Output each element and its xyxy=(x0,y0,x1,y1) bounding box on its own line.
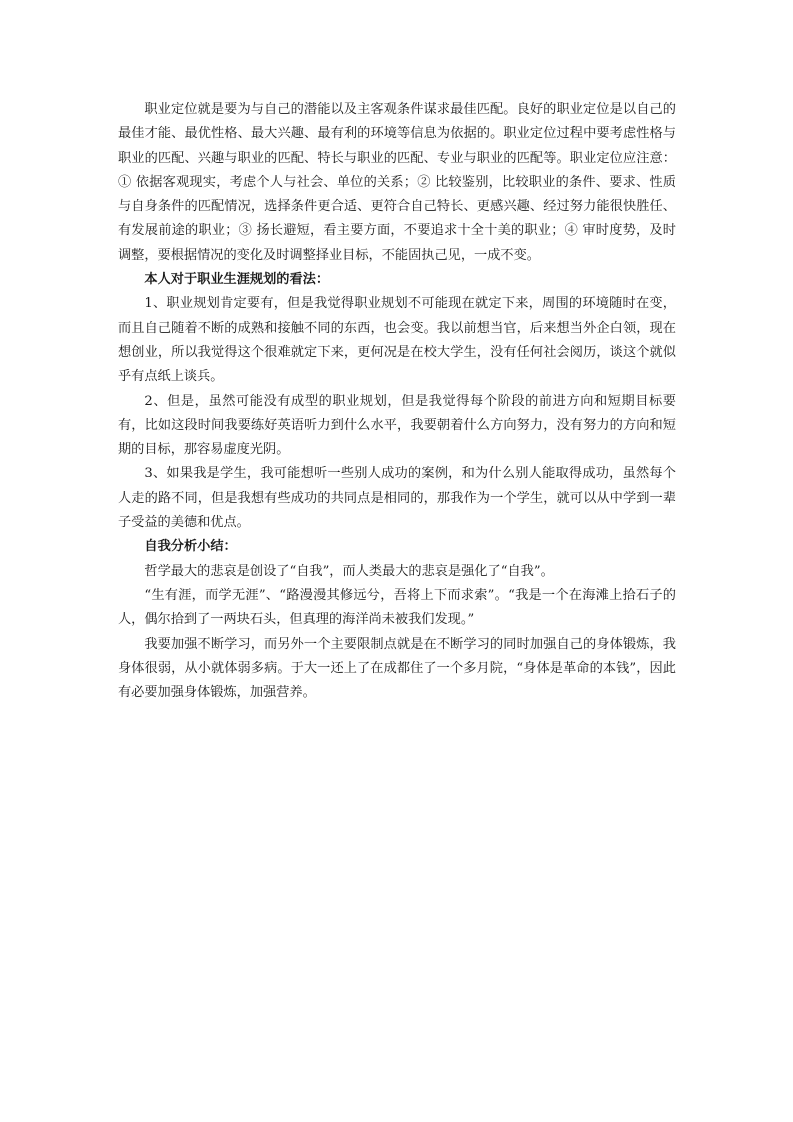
document-page xyxy=(118,98,676,705)
career-point-3: 3、如果我是学生，我可能想听一些别人成功的案例，和为什么别人能取得成功，虽然每个人走的路不同，但是我想有些成功的共同点是相同的，那我作为一个学生，就可以从中学到一辈子受益的美德和优点。 xyxy=(118,466,676,531)
self-analysis-paragraph-1: 哲学最大的悲哀是创设了“自我”，而人类最大的悲哀是强化了“自我”。 xyxy=(144,563,554,579)
career-point-2: 2、但是，虽然可能没有成型的职业规划，但是我觉得每个阶段的前进方向和短期目标要有，比如这段时间我要练好英语听力到什么水平，我要朝着什么方向努力，没有努力的方向和短期的目标，那容易虚度光阴。 xyxy=(118,393,676,458)
intro-paragraph: 职业定位就是要为与自己的潜能以及主客观条件谋求最佳匹配。良好的职业定位是以自己的最佳才能、最优性格、最大兴趣、最有利的环境等信息为依据的。职业定位过程中要考虑性格与职业的匹配、兴趣与职业的匹配、特长与职业的匹配、专业与职业的匹配等。职业定位应注意：① 依据客观现实，考虑个人与社会、单位的关系；② 比较鉴别，比较职业的条件、要求、性质与自身条件的匹配情况，选择条件更合适、更符合自己特长、更感兴趣、经过努力能很快胜任、有发展前途的职业；③ 扬长避短，看主要方面，不要追求十全十美的职业；④ 审时度势，及时调整，要根据情况的变化及时调整择业目标，不能固执己见，一成不变。 xyxy=(118,102,676,263)
self-analysis-heading: 自我分析小结： xyxy=(144,539,237,555)
self-analysis-paragraph-3: 我要加强不断学习，而另外一个主要限制点就是在不断学习的同时加强自己的身体锻炼，我身体很弱，从小就体弱多病。于大一还上了在成都住了一个多月院，“身体是革命的本钱”，因此有必要加强身体锻炼，加强营养。 xyxy=(118,636,676,701)
career-point-1: 1、职业规划肯定要有，但是我觉得职业规划不可能现在就定下来，周围的环境随时在变，而且自己随着不断的成熟和接触不同的东西，也会变。我以前想当官，后来想当外企白领，现在想创业，所以我觉得这个很难就定下来，更何况是在校大学生，没有任何社会阅历，谈这个就似乎有点纸上谈兵。 xyxy=(118,296,676,385)
self-analysis-paragraph-2: “生有涯，而学无涯”、“路漫漫其修远兮，吾将上下而求索”。“我是一个在海滩上拾石子的人，偶尔拾到了一两块石头，但真理的海洋尚未被我们发现。” xyxy=(118,587,676,628)
career-view-heading: 本人对于职业生涯规划的看法： xyxy=(144,272,330,288)
